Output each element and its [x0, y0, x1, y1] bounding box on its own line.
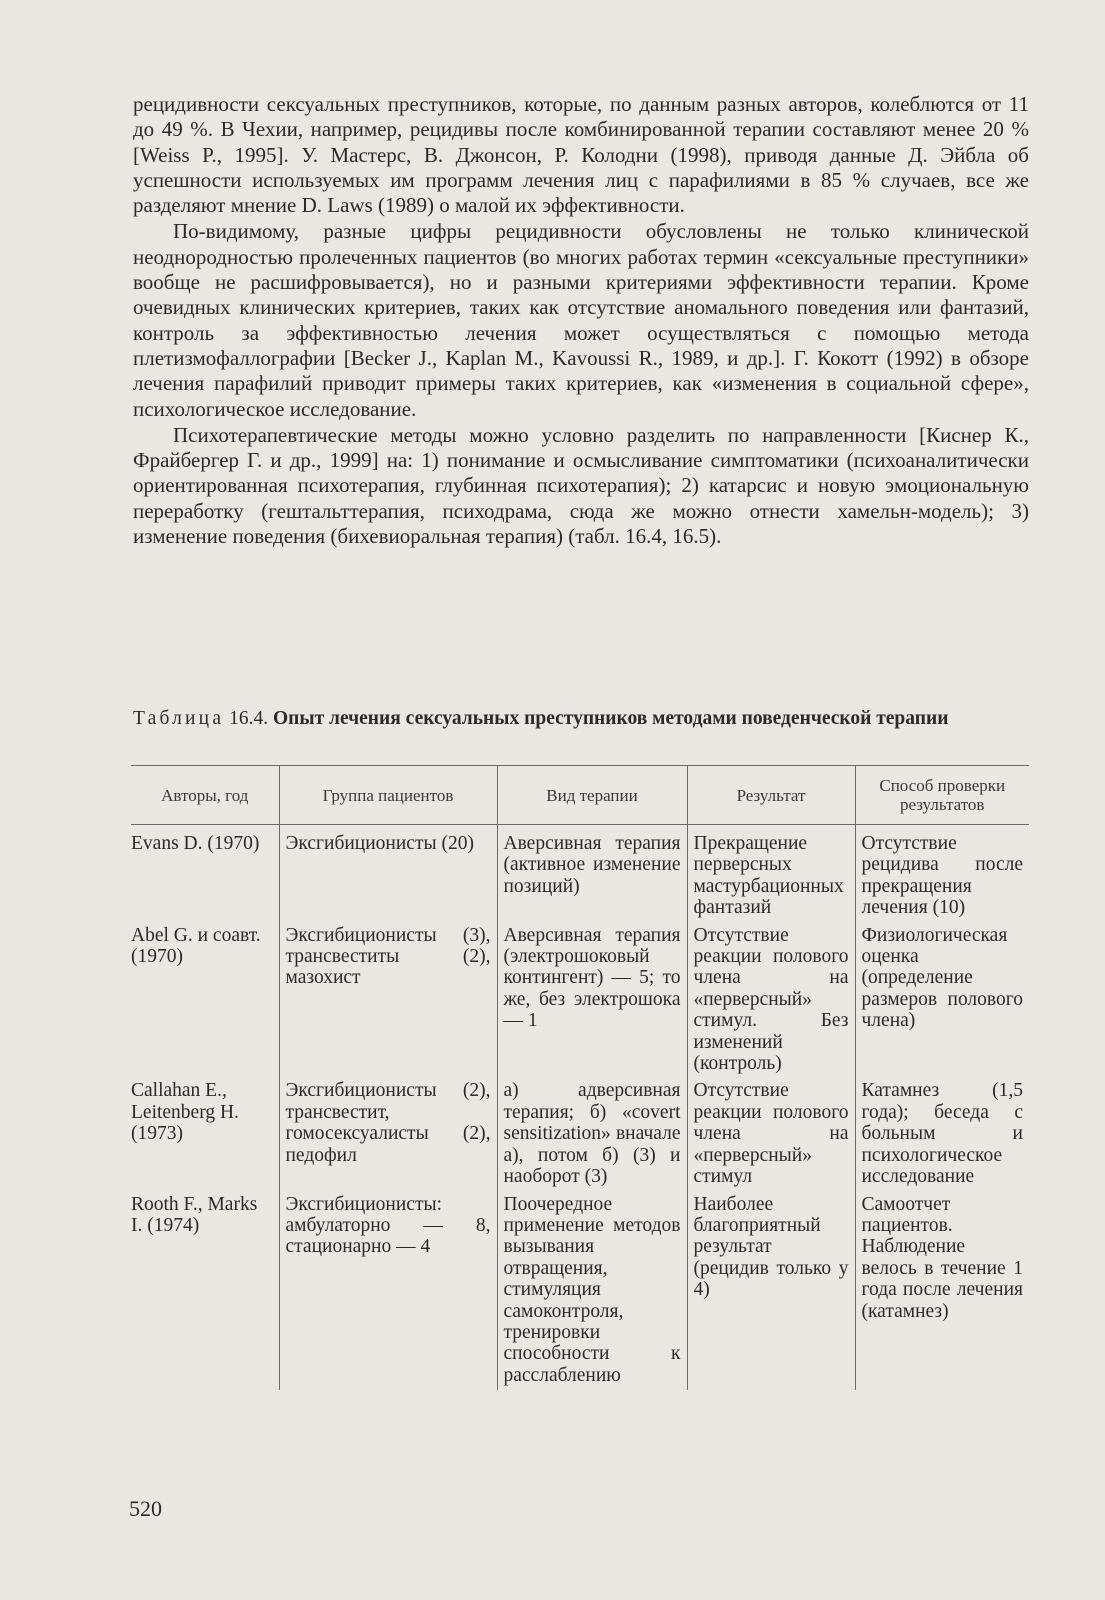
- cell-patient-group: Эксгибиционисты: амбулаторно — 8, стационарно — 4: [279, 1192, 497, 1391]
- cell-authors: Rooth F., Marks I. (1974): [131, 1193, 258, 1236]
- cell-verification: Катамнез (1,5 года); беседа с больным и психологическое исследование: [855, 1078, 1029, 1191]
- paragraph-3: Психотерапевтические методы можно условно разделить по направленности [Киснер К., Фрайбергер Г. и др., 1999] на: 1) понимание и осмысливание симптоматики (психоаналитически ориентированная психотерапия, глубинная психотерапия); 2) катарсис и новую эмоциональную переработку (гештальттерапия, психодрама, сюда же можно отнести хамельн-модель); 3) изменение поведения (бихевиоральная терапия) (табл. 16.4, 16.5).: [133, 422, 1029, 549]
- body-text: [133, 92, 1029, 549]
- cell-therapy-type: а) адверсивная терапия; б) «covert sensitization» вначале а), потом б) (3) и наоборот (3): [497, 1078, 687, 1191]
- cell-authors: Callahan E., Leitenberg H. (1973): [131, 1080, 239, 1145]
- cell-authors: Abel G. и соавт. (1970): [131, 924, 261, 968]
- cell-result: Отсутствие реакции полового члена на «перверсный» стимул. Без изменений (контроль): [687, 923, 855, 1079]
- cell-therapy-type: Аверсивная терапия (электрошоковый контингент) — 5; то же, без электрошока — 1: [497, 923, 687, 1079]
- table-caption-number: 16.4.: [224, 708, 273, 729]
- paragraph-1: рецидивности сексуальных преступников, которые, по данным разных авторов, колеблются от 11 до 49 %. В Чехии, например, рецидивы после комбинированной терапии составляют менее 20 % [Weiss P., 1995]. У. Мастерс, В. Джонсон, Р. Колодни (1998), приводя данные Д. Эйбла об успешности используемых им программ лечения лиц с парафилиями в 85 % случаев, все же разделяют мнение D. Laws (1989) о малой их эффективности.: [133, 92, 1029, 218]
- header-result: Результат: [687, 766, 855, 825]
- table-caption: [133, 708, 1029, 730]
- cell-patient-group: Эксгибиционисты (20): [279, 825, 497, 923]
- table-header-row: [131, 766, 1029, 825]
- table-caption-prefix: Таблица: [133, 708, 225, 729]
- cell-patient-group: Эксгибиционисты (3), трансвеститы (2), мазохист: [279, 923, 497, 1079]
- header-authors: Авторы, год: [131, 766, 279, 825]
- cell-result: Наиболее благоприятный результат (рецидив только у 4): [687, 1192, 855, 1391]
- header-therapy-type: Вид терапии: [497, 766, 687, 825]
- table-row: [131, 825, 1029, 923]
- header-patient-group: Группа пациентов: [279, 766, 497, 825]
- cell-verification: Отсутствие рецидива после прекращения лечения (10): [855, 825, 1029, 923]
- therapy-table: [131, 765, 1029, 1390]
- cell-patient-group: Эксгибиционисты (2), трансвестит, гомосексуалисты (2), педофил: [279, 1078, 497, 1191]
- table-row: [131, 923, 1029, 1079]
- paragraph-2: По-видимому, разные цифры рецидивности обусловлены не только клинической неоднородностью пролеченных пациентов (во многих работах термин «сексуальные преступники» вообще не расшифровывается), но и разными критериями эффективности терапии. Кроме очевидных клинических критериев, таких как отсутствие аномального поведения или фантазий, контроль за эффективностью лечения может осуществляться с помощью метода плетизмофаллографии [Becker J., Kaplan M., Kavoussi R., 1989, и др.]. Г. Кокотт (1992) в обзоре лечения парафилий приводит примеры таких критериев, как «изменения в социальной сфере», психологическое исследование.: [133, 219, 1029, 421]
- cell-authors: Evans D. (1970): [131, 833, 260, 854]
- page-number: 520: [129, 1496, 162, 1521]
- cell-result: Прекращение перверсных мастурбационных фантазий: [687, 825, 855, 923]
- cell-therapy-type: Аверсивная терапия (активное изменение позиций): [497, 825, 687, 923]
- header-verification: Способ проверки результатов: [855, 766, 1029, 825]
- cell-verification: Самоотчет пациентов. Наблюдение велось в течение 1 года после лечения (катамнез): [855, 1192, 1029, 1391]
- table-row: [131, 1078, 1029, 1191]
- table-row: [131, 1192, 1029, 1391]
- cell-therapy-type: Поочередное применение методов вызывания отвращения, стимуляция самоконтроля, тренировки способности к расслаблению: [497, 1192, 687, 1391]
- cell-result: Отсутствие реакции полового члена на «перверсный» стимул: [687, 1078, 855, 1191]
- cell-verification: Физиологическая оценка (определение размеров полового члена): [855, 923, 1029, 1079]
- table-caption-title: Опыт лечения сексуальных преступников методами поведенческой терапии: [272, 708, 949, 729]
